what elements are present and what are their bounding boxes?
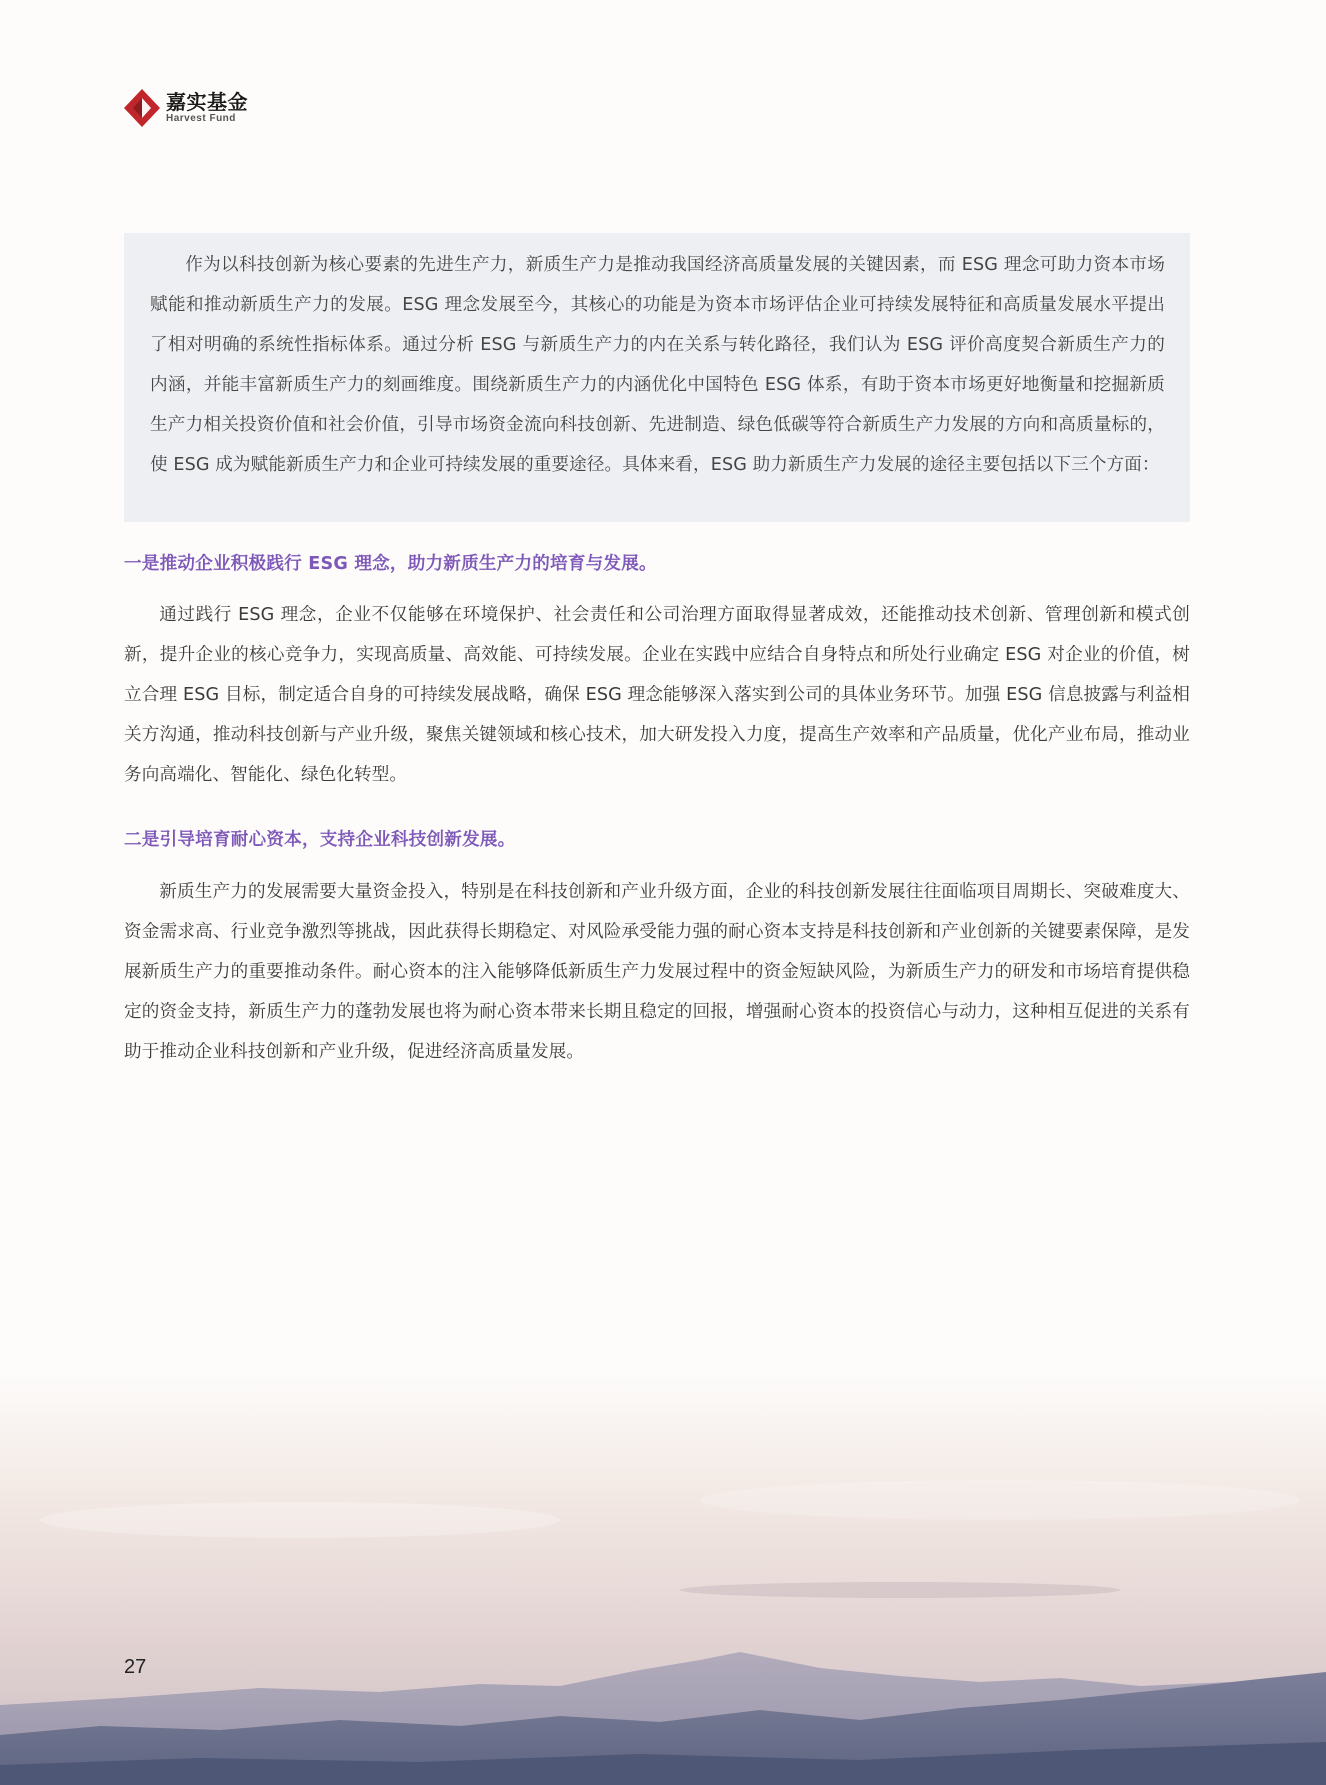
harvest-fund-logo	[122, 86, 248, 130]
logo-name-cn: 嘉实基金	[166, 90, 248, 114]
section-heading-2: 二是引导培育耐心资本，支持企业科技创新发展。	[124, 830, 516, 850]
logo-name-en: Harvest Fund	[166, 113, 236, 124]
mountain-landscape-background	[0, 1370, 1326, 1785]
diamond-logo-icon	[122, 87, 162, 129]
summary-paragraph: 作为以科技创新为核心要素的先进生产力，新质生产力是推动我国经济高质量发展的关键因素，而 ESG 理念可助力资本市场赋能和推动新质生产力的发展。ESG 理念发展至今，其核心的功能是为资本市场评估企业可持续发展特征和高质量发展水平提出了相对明确的系统性指标体系。通过分析 ESG 与新质生产力的内在关系与转化路径，我们认为 ESG 评价高度契合新质生产力的内涵，并能丰富新质生产力的刻画维度。围绕新质生产力的内涵优化中国特色 ESG 体系，有助于资本市场更好地衡量和挖掘新质生产力相关投资价值和社会价值，引导市场资金流向科技创新、先进制造、绿色低碳等符合新质生产力发展的方向和高质量标的，使 ESG 成为赋能新质生产力和企业可持续发展的重要途径。具体来看，ESG 助力新质生产力发展的途径主要包括以下三个方面：	[150, 255, 1165, 475]
section-body-2: 新质生产力的发展需要大量资金投入，特别是在科技创新和产业升级方面，企业的科技创新发展往往面临项目周期长、突破难度大、资金需求高、行业竞争激烈等挑战，因此获得长期稳定、对风险承受能力强的耐心资本支持是科技创新和产业创新的关键要素保障，是发展新质生产力的重要推动条件。耐心资本的注入能够降低新质生产力发展过程中的资金短缺风险，为新质生产力的研发和市场培育提供稳定的资金支持，新质生产力的蓬勃发展也将为耐心资本带来长期且稳定的回报，增强耐心资本的投资信心与动力，这种相互促进的关系有助于推动企业科技创新和产业升级，促进经济高质量发展。	[124, 882, 1190, 1062]
section-body-1: 通过践行 ESG 理念，企业不仅能够在环境保护、社会责任和公司治理方面取得显著成效，还能推动技术创新、管理创新和模式创新，提升企业的核心竞争力，实现高质量、高效能、可持续发展。企业在实践中应结合自身特点和所处行业确定 ESG 对企业的价值，树立合理 ESG 目标，制定适合自身的可持续发展战略，确保 ESG 理念能够深入落实到公司的具体业务环节。加强 ESG 信息披露与利益相关方沟通，推动科技创新与产业升级，聚焦关键领域和核心技术，加大研发投入力度，提高生产效率和产品质量，优化产业布局，推动业务向高端化、智能化、绿色化转型。	[124, 605, 1190, 785]
section-heading-1: 一是推动企业积极践行 ESG 理念，助力新质生产力的培育与发展。	[124, 554, 657, 574]
page-number: 27	[124, 1656, 147, 1678]
logo-text	[166, 92, 248, 124]
summary-box	[124, 233, 1190, 522]
